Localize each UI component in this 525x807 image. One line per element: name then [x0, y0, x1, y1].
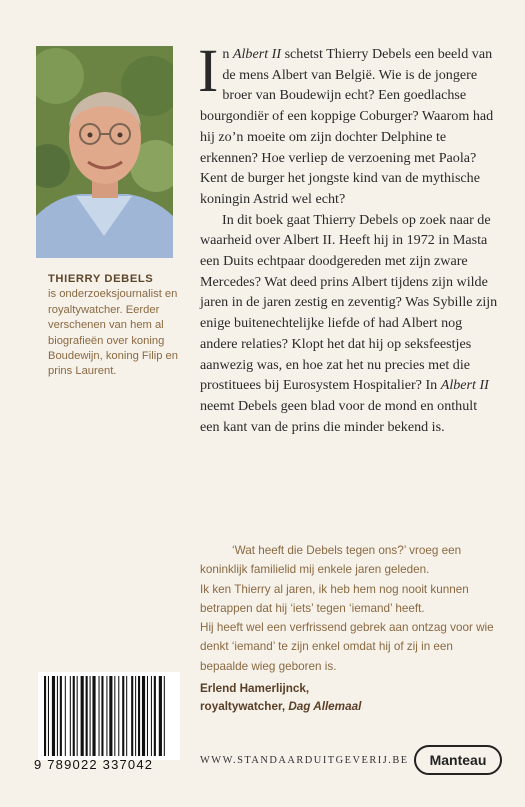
author-photo	[36, 46, 173, 258]
blurb-text-span: n	[222, 46, 233, 62]
attribution-role: royaltywatcher,	[200, 700, 289, 714]
quote-line: Hij heeft wel een verfrissend gebrek aan ontzag voor wie denkt ‘iemand’ te zijn enkel omdat hij of zij in een bepaalde wieg geboren is.	[200, 621, 494, 673]
attribution-publication: Dag Allemaal	[288, 700, 362, 714]
blurb-text-span: schetst Thierry Debels een beeld van de mens Albert van België. Wie is de jongere broer van Boudewijn echt? Een goedlachse bourgondiër of een koppige Coburger? Waarom had hij zo’n moeite om zijn dochter Delphine te erkennen? Hoe verliep de verzoening met Paola? Kent de burger het jongste kind van de mythische koningin Astrid wel echt?	[200, 46, 494, 207]
attribution-name: Erlend Hamerlijnck,	[200, 682, 310, 696]
blurb-paragraph-1	[198, 38, 500, 210]
isbn-digits: 9 789022 337042	[34, 757, 154, 772]
blurb-text-span: In dit boek gaat Thierry Debels op zoek naar de waarheid over Albert II. Heeft hij in 1972 in Masta een Duits echtpaar doodgereden met zijn zware Mercedes? Wat deed prins Albert tijdens zijn wilde jaren in de jaren zestig en zeventig? Was Sybille zijn enige buitenechtelijke liefde of had Albert nog andere relaties? Klopt het dat hij op seksfeestjes aanwezig was, en hoe zat het nu precies met die prostituees bij Eurosystem Hospitalier? In	[200, 211, 498, 394]
quote-attribution	[200, 680, 500, 716]
review-quote	[200, 541, 500, 716]
blurb-text-span: neemt Debels geen blad voor de mond en onthult een kant van de prins die minder bekend is.	[200, 397, 478, 435]
author-name: THIERRY DEBELS	[48, 273, 154, 285]
attribution-role-line	[200, 698, 500, 716]
blurb-text	[198, 38, 500, 437]
publisher-website: WWW.STANDAARDUITGEVERIJ.BE	[200, 755, 409, 766]
author-bio: is onderzoeksjournalist en royaltywatcher. Eerder verschenen van hem al biografieën over koning Boudewijn, koning Filip en prins Laurent.	[48, 288, 178, 378]
quote-line: Ik ken Thierry al jaren, ik heb hem nog nooit kunnen betrappen dat hij ‘iets’ tegen ‘iemand’ heeft.	[200, 582, 469, 615]
publisher-logo: Manteau	[414, 745, 502, 775]
book-title-inline: Albert II	[232, 46, 282, 62]
blurb-paragraph-2	[200, 210, 500, 438]
book-title-inline: Albert II	[440, 377, 489, 394]
author-bio-block	[48, 272, 193, 380]
drop-cap: I	[198, 38, 219, 105]
quote-line: ‘Wat heeft die Debels tegen ons?’ vroeg een koninklijk familielid mij enkele jaren geleden.	[200, 544, 462, 577]
isbn-barcode	[38, 672, 180, 760]
